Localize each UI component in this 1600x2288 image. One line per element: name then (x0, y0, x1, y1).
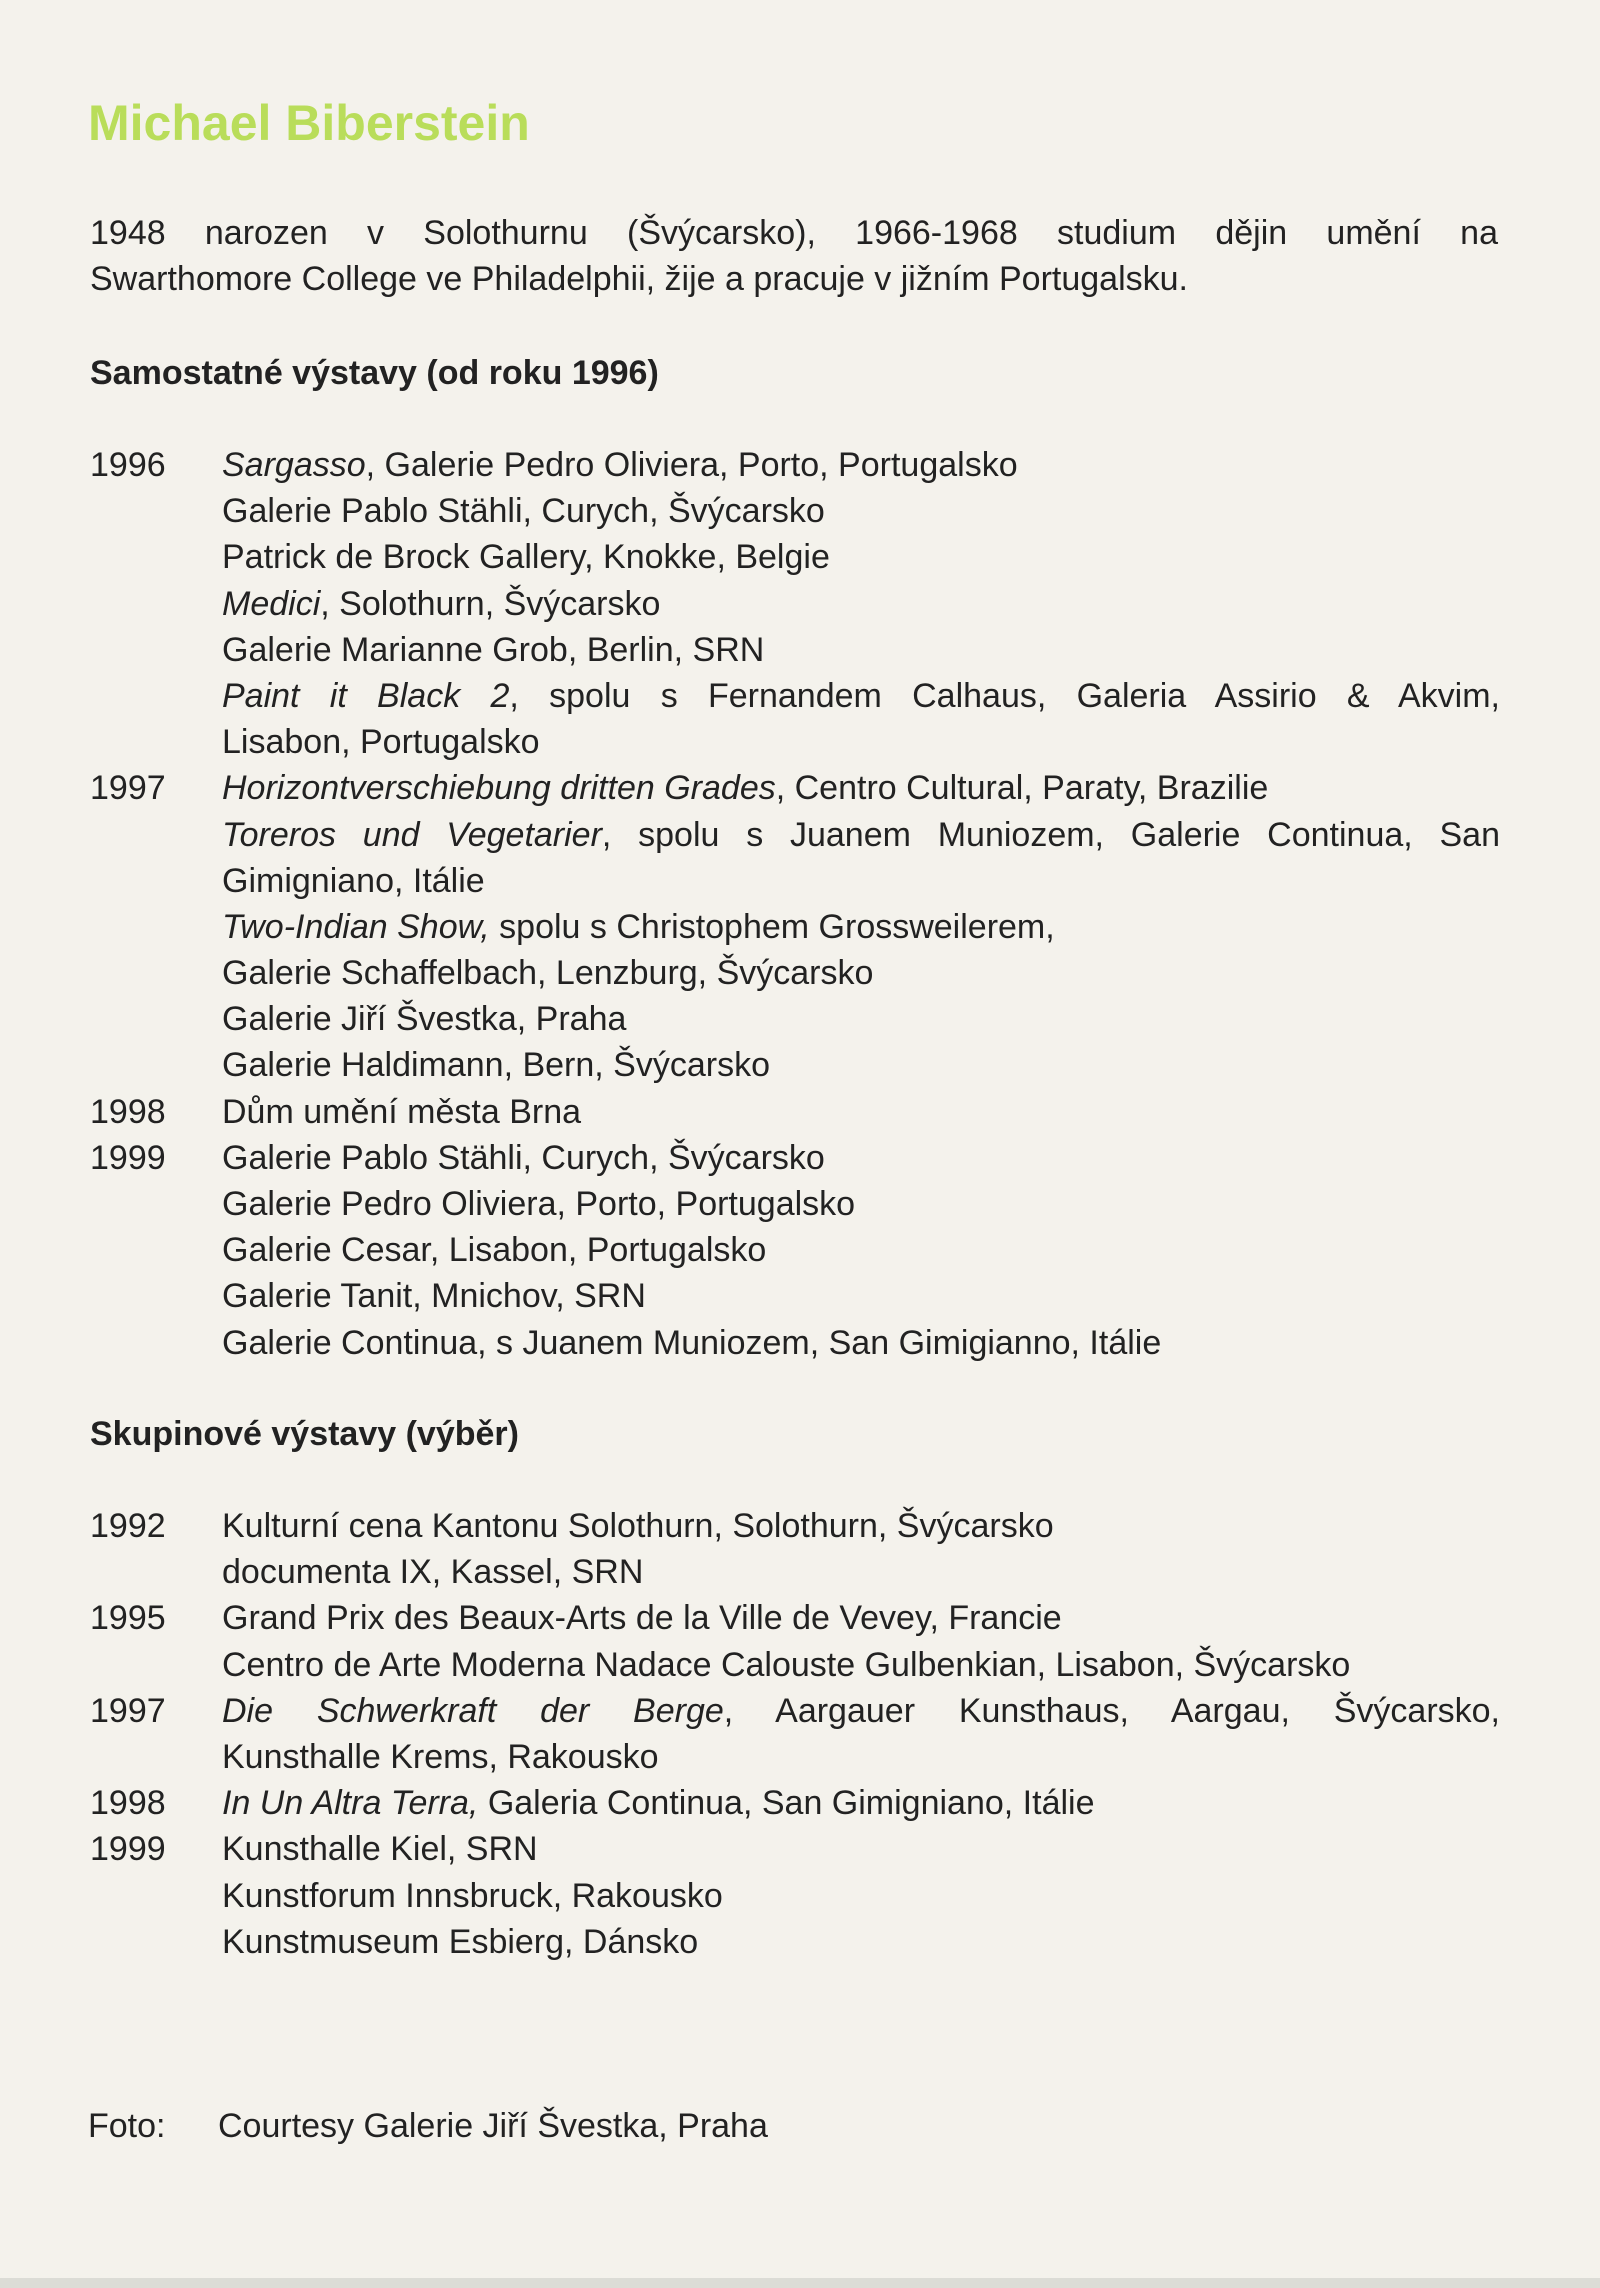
solo-exhibition-row (90, 1135, 1500, 1181)
exhibition-year: 1999 (90, 1830, 166, 1869)
exhibition-entry (222, 1873, 1500, 1919)
group-exhibition-row (90, 1919, 1500, 1965)
exhibition-year (90, 581, 222, 627)
solo-exhibition-row (90, 1042, 1500, 1088)
exhibition-entry (222, 950, 1500, 996)
photo-credit-label: Foto: (88, 2107, 166, 2145)
exhibition-entry (222, 1135, 1500, 1181)
solo-exhibition-row (90, 673, 1500, 719)
biography (90, 210, 1498, 302)
exhibition-venue: Centro de Arte Moderna Nadace Calouste Gulbenkian, Lisabon, Švýcarsko (222, 1645, 1351, 1684)
group-exhibitions-heading: Skupinové výstavy (výběr) (90, 1415, 519, 1453)
exhibition-entry (222, 1919, 1500, 1965)
exhibition-title: Medici (222, 584, 321, 623)
solo-exhibition-row (90, 581, 1500, 627)
exhibition-entry (222, 1595, 1500, 1641)
exhibition-title: Paint it Black 2 (222, 676, 510, 715)
exhibition-entry (222, 1642, 1500, 1688)
exhibition-venue: Galerie Tanit, Mnichov, SRN (222, 1277, 646, 1316)
exhibition-entry (222, 1042, 1500, 1088)
exhibition-venue: Galerie Pedro Oliviera, Porto, Portugalsko (222, 1185, 856, 1223)
exhibition-year: 1997 (90, 1691, 166, 1730)
exhibition-entry (222, 812, 1500, 858)
group-exhibition-row (90, 1503, 1500, 1549)
exhibition-venue: Galerie Pablo Stähli, Curych, Švýcarsko (222, 1138, 825, 1177)
exhibition-year: 1997 (90, 769, 166, 808)
exhibition-venue: Galerie Haldimann, Bern, Švýcarsko (222, 1046, 771, 1085)
bio-line: 1948 narozen v Solothurnu (Švýcarsko), 1966-1968 studium dějin umění na (90, 214, 1498, 252)
bio-line: Swarthomore College ve Philadelphii, žije a pracuje v jižním Portugalsku. (90, 260, 1188, 298)
exhibition-entry (222, 442, 1500, 488)
solo-exhibition-row (90, 627, 1500, 673)
exhibition-entry (222, 627, 1500, 673)
exhibition-venue: Galeria Continua, San Gimigniano, Itálie (478, 1784, 1095, 1823)
exhibition-title: Toreros und Vegetarier (222, 815, 602, 854)
solo-exhibition-row (90, 1181, 1500, 1227)
solo-exhibition-row (90, 1273, 1500, 1319)
exhibition-entry (222, 1549, 1500, 1595)
exhibition-entry (222, 581, 1500, 627)
exhibition-venue: Gimigniano, Itálie (222, 861, 485, 900)
photo-credit-text: Courtesy Galerie Jiří Švestka, Praha (218, 2107, 768, 2145)
solo-exhibition-row (90, 1227, 1500, 1273)
exhibition-year: 1998 (90, 1784, 166, 1823)
exhibition-venue: Kunstmuseum Esbierg, Dánsko (222, 1922, 699, 1961)
exhibition-year (90, 1873, 222, 1919)
exhibition-entry (222, 1688, 1500, 1734)
exhibition-year (90, 673, 222, 719)
exhibition-year (90, 1919, 222, 1965)
group-exhibition-row (90, 1642, 1500, 1688)
exhibition-title: Two-Indian Show, (222, 907, 490, 946)
exhibition-year (90, 1042, 222, 1088)
exhibition-entry (222, 1826, 1500, 1872)
exhibition-venue: , Aargauer Kunsthaus, Aargau, Švýcarsko, (723, 1691, 1500, 1730)
exhibition-year (90, 719, 222, 765)
exhibition-venue: Patrick de Brock Gallery, Knokke, Belgie (222, 538, 830, 577)
group-exhibition-row (90, 1873, 1500, 1919)
solo-exhibition-row (90, 950, 1500, 996)
exhibition-year (90, 858, 222, 904)
exhibition-entry (222, 765, 1500, 811)
exhibition-title: Sargasso (222, 446, 366, 484)
group-exhibition-row (90, 1688, 1500, 1734)
group-exhibition-row (90, 1549, 1500, 1595)
exhibition-venue: Kulturní cena Kantonu Solothurn, Solothurn, Švýcarsko (222, 1507, 1054, 1545)
solo-exhibition-row (90, 812, 1500, 858)
exhibition-entry (222, 1089, 1500, 1135)
exhibition-entry (222, 1227, 1500, 1273)
exhibition-entry (222, 1780, 1500, 1826)
exhibition-year: 1995 (90, 1599, 166, 1638)
group-exhibition-row (90, 1595, 1500, 1641)
exhibition-entry (222, 719, 1500, 765)
solo-exhibition-row (90, 1089, 1500, 1135)
exhibition-venue: Galerie Marianne Grob, Berlin, SRN (222, 630, 765, 669)
exhibition-year (90, 1227, 222, 1273)
group-exhibition-row (90, 1780, 1500, 1826)
exhibition-venue: Kunsthalle Krems, Rakousko (222, 1737, 659, 1776)
photo-credit (88, 2103, 768, 2149)
exhibition-venue: , spolu s Fernandem Calhaus, Galeria Assirio & Akvim, (509, 676, 1501, 715)
exhibition-year (90, 1549, 222, 1595)
solo-exhibitions-list (90, 442, 1500, 1366)
solo-exhibition-row (90, 904, 1500, 950)
exhibition-entry (222, 1503, 1500, 1549)
solo-exhibition-row (90, 719, 1500, 765)
exhibition-title: Die Schwerkraft der Berge (222, 1691, 724, 1730)
exhibition-year (90, 1734, 222, 1780)
exhibition-year (90, 534, 222, 580)
solo-exhibition-row (90, 858, 1500, 904)
solo-exhibition-row (90, 1320, 1500, 1366)
exhibition-year (90, 904, 222, 950)
exhibition-title: In Un Altra Terra, (222, 1784, 479, 1823)
exhibition-venue: Grand Prix des Beaux-Arts de la Ville de Vevey, Francie (222, 1599, 1062, 1638)
exhibition-entry (222, 904, 1500, 950)
solo-exhibition-row (90, 534, 1500, 580)
page-title: Michael Biberstein (88, 95, 530, 151)
solo-exhibitions-heading: Samostatné výstavy (od roku 1996) (90, 354, 659, 392)
exhibition-venue: spolu s Christophem Grossweilerem, (489, 907, 1055, 946)
exhibition-venue: , Galerie Pedro Oliviera, Porto, Portugalsko (365, 446, 1018, 484)
exhibition-venue: Galerie Cesar, Lisabon, Portugalsko (222, 1231, 767, 1270)
exhibition-venue: Galerie Pablo Stähli, Curych, Švýcarsko (222, 492, 825, 531)
exhibition-venue: , Solothurn, Švýcarsko (320, 584, 661, 623)
exhibition-year (90, 1181, 222, 1227)
exhibition-year (90, 812, 222, 858)
exhibition-year (90, 488, 222, 534)
solo-exhibition-row (90, 488, 1500, 534)
exhibition-year (90, 1320, 222, 1366)
exhibition-venue: Kunstforum Innsbruck, Rakousko (222, 1876, 723, 1915)
exhibition-venue: Galerie Jiří Švestka, Praha (222, 1000, 627, 1039)
exhibition-entry (222, 534, 1500, 580)
exhibition-year: 1996 (90, 446, 166, 484)
exhibition-entry (222, 488, 1500, 534)
exhibition-venue: Galerie Continua, s Juanem Muniozem, San Gimigianno, Itálie (222, 1323, 1162, 1362)
group-exhibitions-list (90, 1503, 1500, 1965)
group-exhibition-row (90, 1734, 1500, 1780)
solo-exhibition-row (90, 442, 1500, 488)
exhibition-year (90, 627, 222, 673)
exhibition-venue: , spolu s Juanem Muniozem, Galerie Continua, San (601, 815, 1500, 854)
exhibition-year: 1999 (90, 1138, 166, 1177)
exhibition-venue: Galerie Schaffelbach, Lenzburg, Švýcarsko (222, 954, 874, 993)
exhibition-entry (222, 673, 1500, 719)
exhibition-title: Horizontverschiebung dritten Grades (222, 769, 776, 808)
exhibition-entry (222, 996, 1500, 1042)
exhibition-venue: Kunsthalle Kiel, SRN (222, 1830, 538, 1869)
exhibition-entry (222, 1734, 1500, 1780)
group-exhibition-row (90, 1826, 1500, 1872)
exhibition-year: 1992 (90, 1507, 166, 1545)
exhibition-year (90, 996, 222, 1042)
solo-exhibition-row (90, 996, 1500, 1042)
exhibition-venue: documenta IX, Kassel, SRN (222, 1553, 644, 1592)
page-edge (0, 2278, 1600, 2288)
exhibition-entry (222, 858, 1500, 904)
exhibition-year (90, 950, 222, 996)
exhibition-entry (222, 1273, 1500, 1319)
exhibition-year (90, 1273, 222, 1319)
exhibition-venue: , Centro Cultural, Paraty, Brazilie (775, 769, 1269, 808)
exhibition-year: 1998 (90, 1092, 166, 1131)
exhibition-year (90, 1642, 222, 1688)
exhibition-entry (222, 1320, 1500, 1366)
exhibition-venue: Lisabon, Portugalsko (222, 723, 540, 762)
solo-exhibition-row (90, 765, 1500, 811)
exhibition-entry (222, 1181, 1500, 1227)
exhibition-venue: Dům umění města Brna (222, 1092, 582, 1131)
